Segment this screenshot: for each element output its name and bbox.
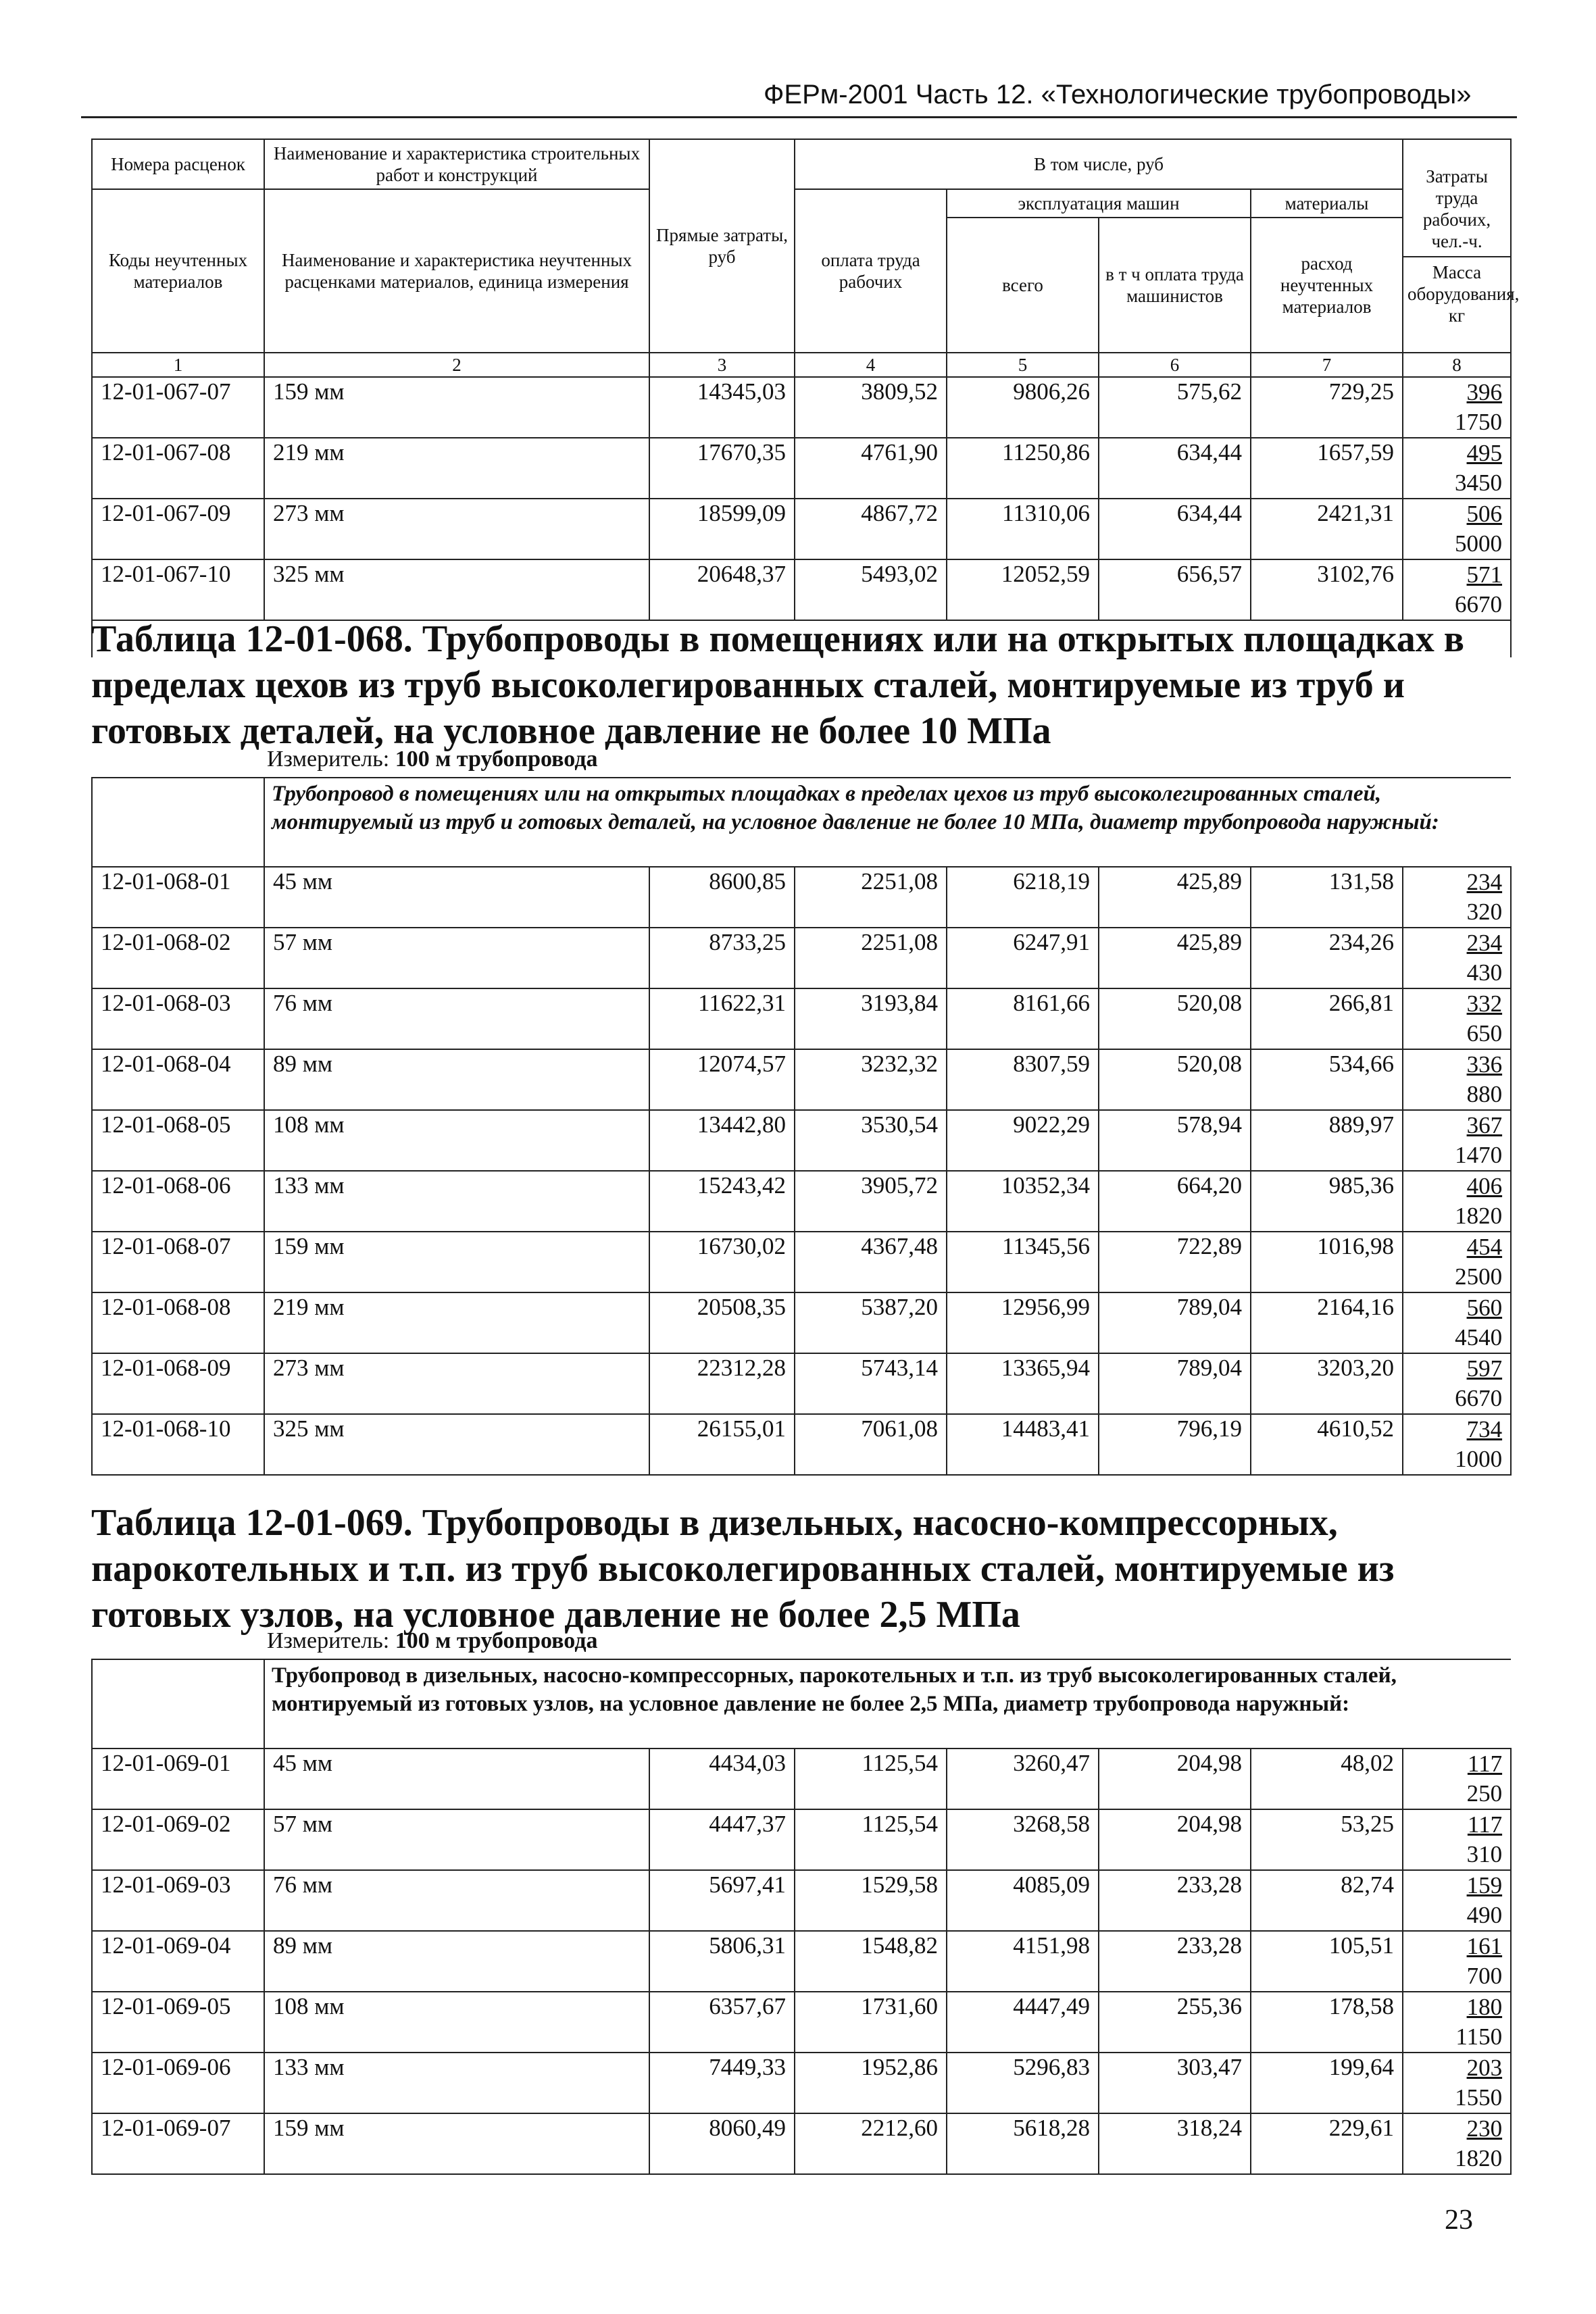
machine-cost: 13365,94 xyxy=(947,1353,1099,1414)
machinist-wages: 722,89 xyxy=(1099,1232,1251,1292)
table-row xyxy=(92,1353,1511,1414)
material-cost: 2164,16 xyxy=(1251,1292,1403,1353)
direct-cost: 5697,41 xyxy=(649,1870,795,1931)
rate-code: 12-01-069-02 xyxy=(92,1809,264,1870)
material-cost: 3102,76 xyxy=(1251,559,1403,620)
equipment-mass: 2500 xyxy=(1455,1263,1503,1290)
table-069-caption: Трубопровод в дизельных, насосно-компрессорных, парокотельных и т.п. из труб высоколегированных сталей, монтируемый из готовых узлов, на условное давление не более 2,5 МПа, диаметр трубопровода наружный: xyxy=(264,1659,1511,1749)
direct-cost: 8060,49 xyxy=(649,2113,795,2174)
col-header-material-use: расход неучтенных материалов xyxy=(1251,218,1403,353)
caption-spacer xyxy=(92,778,264,867)
machine-cost: 3260,47 xyxy=(947,1749,1099,1809)
table-row xyxy=(92,2053,1511,2113)
unit-value: 100 м трубопровода xyxy=(395,747,598,772)
labor-hours: 203 xyxy=(1466,2055,1503,2081)
machine-cost: 8307,59 xyxy=(947,1049,1099,1110)
table-row xyxy=(92,1232,1511,1292)
labor-mass-cell xyxy=(1403,1110,1511,1171)
material-cost: 48,02 xyxy=(1251,1749,1403,1809)
direct-cost: 4434,03 xyxy=(649,1749,795,1809)
table-row xyxy=(92,1049,1511,1110)
col-header-materials: материалы xyxy=(1251,189,1403,218)
page-number: 23 xyxy=(1445,2205,1473,2236)
rate-code: 12-01-067-09 xyxy=(92,499,264,559)
direct-cost: 14345,03 xyxy=(649,377,795,438)
work-name: 108 мм xyxy=(264,1110,649,1171)
rate-code: 12-01-069-07 xyxy=(92,2113,264,2174)
labor-hours: 234 xyxy=(1466,869,1503,895)
equipment-mass: 4540 xyxy=(1455,1324,1503,1351)
table-row xyxy=(92,1414,1511,1475)
direct-cost: 20508,35 xyxy=(649,1292,795,1353)
labor-mass-cell xyxy=(1403,499,1511,559)
direct-cost: 7449,33 xyxy=(649,2053,795,2113)
worker-wages: 3530,54 xyxy=(795,1110,947,1171)
machinist-wages: 233,28 xyxy=(1099,1870,1251,1931)
work-name: 89 мм xyxy=(264,1931,649,1992)
worker-wages: 2251,08 xyxy=(795,867,947,928)
table-row xyxy=(92,377,1511,438)
labor-hours: 454 xyxy=(1466,1234,1503,1260)
col-num: 4 xyxy=(795,353,947,377)
direct-cost: 12074,57 xyxy=(649,1049,795,1110)
worker-wages: 1731,60 xyxy=(795,1992,947,2053)
labor-mass-cell xyxy=(1403,377,1511,438)
labor-hours: 117 xyxy=(1467,1811,1503,1838)
rate-code: 12-01-068-06 xyxy=(92,1171,264,1232)
rate-code: 12-01-068-08 xyxy=(92,1292,264,1353)
labor-mass-cell xyxy=(1403,867,1511,928)
work-name: 133 мм xyxy=(264,1171,649,1232)
equipment-mass: 490 xyxy=(1466,1902,1503,1928)
work-name: 76 мм xyxy=(264,1870,649,1931)
machinist-wages: 425,89 xyxy=(1099,928,1251,988)
labor-mass-cell xyxy=(1403,1414,1511,1475)
equipment-mass: 650 xyxy=(1466,1020,1503,1047)
header-rule xyxy=(81,116,1517,118)
col-header-mass: Масса оборудования, кг xyxy=(1407,262,1520,326)
machinist-wages: 204,98 xyxy=(1099,1749,1251,1809)
table-068-title xyxy=(91,616,1510,754)
equipment-mass: 1820 xyxy=(1455,1203,1503,1229)
equipment-mass: 430 xyxy=(1466,959,1503,986)
table-row xyxy=(92,1992,1511,2053)
machinist-wages: 520,08 xyxy=(1099,988,1251,1049)
worker-wages: 1125,54 xyxy=(795,1749,947,1809)
worker-wages: 3193,84 xyxy=(795,988,947,1049)
table-068 xyxy=(91,777,1512,1476)
material-cost: 985,36 xyxy=(1251,1171,1403,1232)
worker-wages: 5743,14 xyxy=(795,1353,947,1414)
machine-cost: 8161,66 xyxy=(947,988,1099,1049)
labor-mass-cell xyxy=(1403,1232,1511,1292)
equipment-mass: 250 xyxy=(1466,1780,1503,1807)
work-name: 325 мм xyxy=(264,559,649,620)
rate-code: 12-01-068-01 xyxy=(92,867,264,928)
worker-wages: 1952,86 xyxy=(795,2053,947,2113)
labor-mass-cell xyxy=(1403,1292,1511,1353)
equipment-mass: 6670 xyxy=(1455,591,1503,618)
worker-wages: 5387,20 xyxy=(795,1292,947,1353)
table-069-number: Таблица 12-01-069. xyxy=(91,1502,413,1544)
rate-code: 12-01-069-01 xyxy=(92,1749,264,1809)
caption-spacer xyxy=(92,1659,264,1749)
labor-mass-cell xyxy=(1403,1870,1511,1931)
col-header-labor-mass xyxy=(1403,139,1520,353)
rate-code: 12-01-067-07 xyxy=(92,377,264,438)
direct-cost: 18599,09 xyxy=(649,499,795,559)
equipment-mass: 1150 xyxy=(1455,2023,1503,2050)
worker-wages: 7061,08 xyxy=(795,1414,947,1475)
labor-hours: 560 xyxy=(1466,1294,1503,1321)
machine-cost: 9022,29 xyxy=(947,1110,1099,1171)
table-row xyxy=(92,1870,1511,1931)
labor-hours: 597 xyxy=(1466,1355,1503,1382)
machine-cost: 11310,06 xyxy=(947,499,1099,559)
material-cost: 266,81 xyxy=(1251,988,1403,1049)
equipment-mass: 1000 xyxy=(1455,1446,1503,1472)
worker-wages: 3232,32 xyxy=(795,1049,947,1110)
machine-cost: 12956,99 xyxy=(947,1292,1099,1353)
worker-wages: 3809,52 xyxy=(795,377,947,438)
labor-mass-cell xyxy=(1403,1749,1511,1809)
rate-code: 12-01-068-02 xyxy=(92,928,264,988)
worker-wages: 5493,02 xyxy=(795,559,947,620)
machinist-wages: 634,44 xyxy=(1099,438,1251,499)
col-num: 3 xyxy=(649,353,795,377)
machinist-wages: 425,89 xyxy=(1099,867,1251,928)
col-num: 5 xyxy=(947,353,1099,377)
machine-cost: 4085,09 xyxy=(947,1870,1099,1931)
col-header-wages: оплата труда рабочих xyxy=(795,189,947,353)
rate-code: 12-01-069-03 xyxy=(92,1870,264,1931)
machinist-wages: 789,04 xyxy=(1099,1353,1251,1414)
table-068-unit xyxy=(267,747,598,772)
col-header-material-name: Наименование и характеристика неучтенных расценками материалов, единица измерения xyxy=(264,189,649,353)
worker-wages: 3905,72 xyxy=(795,1171,947,1232)
col-header-machines: эксплуатация машин xyxy=(947,189,1251,218)
col-header-including: В том числе, руб xyxy=(795,139,1403,189)
labor-hours: 495 xyxy=(1466,440,1503,466)
material-cost: 131,58 xyxy=(1251,867,1403,928)
table-row xyxy=(92,928,1511,988)
equipment-mass: 1820 xyxy=(1455,2145,1503,2171)
work-name: 159 мм xyxy=(264,1232,649,1292)
labor-hours: 506 xyxy=(1466,501,1503,527)
machinist-wages: 255,36 xyxy=(1099,1992,1251,2053)
table-row xyxy=(92,499,1511,559)
table-069-unit xyxy=(267,1628,598,1654)
labor-mass-cell xyxy=(1403,2113,1511,2174)
rate-code: 12-01-068-03 xyxy=(92,988,264,1049)
machinist-wages: 664,20 xyxy=(1099,1171,1251,1232)
material-cost: 178,58 xyxy=(1251,1992,1403,2053)
material-cost: 4610,52 xyxy=(1251,1414,1403,1475)
rate-code: 12-01-068-09 xyxy=(92,1353,264,1414)
rate-code: 12-01-067-10 xyxy=(92,559,264,620)
labor-hours: 367 xyxy=(1466,1112,1503,1138)
machinist-wages: 233,28 xyxy=(1099,1931,1251,1992)
col-header-direct: Прямые затраты, руб xyxy=(649,139,795,353)
unit-value: 100 м трубопровода xyxy=(395,1628,598,1653)
table-row xyxy=(92,559,1511,620)
labor-hours: 161 xyxy=(1466,1933,1503,1959)
machinist-wages: 578,94 xyxy=(1099,1110,1251,1171)
material-cost: 199,64 xyxy=(1251,2053,1403,2113)
labor-hours: 159 xyxy=(1466,1872,1503,1898)
worker-wages: 4867,72 xyxy=(795,499,947,559)
labor-mass-cell xyxy=(1403,1931,1511,1992)
worker-wages: 1529,58 xyxy=(795,1870,947,1931)
worker-wages: 2212,60 xyxy=(795,2113,947,2174)
material-cost: 534,66 xyxy=(1251,1049,1403,1110)
direct-cost: 13442,80 xyxy=(649,1110,795,1171)
rate-code: 12-01-067-08 xyxy=(92,438,264,499)
running-header: ФЕРм-2001 Часть 12. «Технологические трубопроводы» xyxy=(764,80,1472,109)
work-name: 159 мм xyxy=(264,377,649,438)
direct-cost: 22312,28 xyxy=(649,1353,795,1414)
labor-mass-cell xyxy=(1403,988,1511,1049)
table-row xyxy=(92,1292,1511,1353)
equipment-mass: 310 xyxy=(1466,1841,1503,1867)
equipment-mass: 1470 xyxy=(1455,1142,1503,1168)
labor-hours: 336 xyxy=(1466,1051,1503,1078)
direct-cost: 20648,37 xyxy=(649,559,795,620)
direct-cost: 5806,31 xyxy=(649,1931,795,1992)
machine-cost: 5618,28 xyxy=(947,2113,1099,2174)
work-name: 45 мм xyxy=(264,1749,649,1809)
machinist-wages: 318,24 xyxy=(1099,2113,1251,2174)
machinist-wages: 789,04 xyxy=(1099,1292,1251,1353)
work-name: 133 мм xyxy=(264,2053,649,2113)
col-num: 6 xyxy=(1099,353,1251,377)
rate-code: 12-01-068-04 xyxy=(92,1049,264,1110)
table-069-heading: Трубопроводы в дизельных, насосно-компрессорных, парокотельных и т.п. из труб высоколегированных сталей, монтируемые из готовых узлов, на условное давление не более 2,5 МПа xyxy=(91,1502,1395,1636)
labor-hours: 396 xyxy=(1466,379,1503,405)
table-row xyxy=(92,1809,1511,1870)
rate-code: 12-01-068-05 xyxy=(92,1110,264,1171)
col-header-work-name: Наименование и характеристика строительных работ и конструкций xyxy=(264,139,649,189)
table-069-title xyxy=(91,1500,1510,1638)
rate-code: 12-01-069-06 xyxy=(92,2053,264,2113)
labor-mass-cell xyxy=(1403,1353,1511,1414)
table-069 xyxy=(91,1659,1512,2175)
machinist-wages: 303,47 xyxy=(1099,2053,1251,2113)
material-cost: 3203,20 xyxy=(1251,1353,1403,1414)
labor-mass-cell xyxy=(1403,438,1511,499)
direct-cost: 15243,42 xyxy=(649,1171,795,1232)
equipment-mass: 1550 xyxy=(1455,2084,1503,2111)
work-name: 325 мм xyxy=(264,1414,649,1475)
direct-cost: 8600,85 xyxy=(649,867,795,928)
direct-cost: 16730,02 xyxy=(649,1232,795,1292)
machine-cost: 14483,41 xyxy=(947,1414,1099,1475)
labor-hours: 734 xyxy=(1466,1416,1503,1442)
material-cost: 105,51 xyxy=(1251,1931,1403,1992)
labor-hours: 117 xyxy=(1467,1751,1503,1777)
table-row xyxy=(92,1931,1511,1992)
direct-cost: 8733,25 xyxy=(649,928,795,988)
equipment-mass: 880 xyxy=(1466,1081,1503,1107)
labor-hours: 234 xyxy=(1466,930,1503,956)
machine-cost: 6247,91 xyxy=(947,928,1099,988)
direct-cost: 6357,67 xyxy=(649,1992,795,2053)
machine-cost: 11250,86 xyxy=(947,438,1099,499)
machine-cost: 6218,19 xyxy=(947,867,1099,928)
table-row xyxy=(92,438,1511,499)
labor-mass-cell xyxy=(1403,1809,1511,1870)
machinist-wages: 634,44 xyxy=(1099,499,1251,559)
worker-wages: 4761,90 xyxy=(795,438,947,499)
labor-hours: 332 xyxy=(1466,990,1503,1017)
table-068-heading: Трубопроводы в помещениях или на открытых площадках в пределах цехов из труб высоколегированных сталей, монтируемые из труб и готовых деталей, на условное давление не более 10 МПа xyxy=(91,618,1464,752)
direct-cost: 11622,31 xyxy=(649,988,795,1049)
machine-cost: 12052,59 xyxy=(947,559,1099,620)
machine-cost: 10352,34 xyxy=(947,1171,1099,1232)
work-name: 273 мм xyxy=(264,1353,649,1414)
work-name: 219 мм xyxy=(264,438,649,499)
labor-hours: 230 xyxy=(1466,2115,1503,2142)
table-row xyxy=(92,1171,1511,1232)
work-name: 57 мм xyxy=(264,928,649,988)
worker-wages: 4367,48 xyxy=(795,1232,947,1292)
labor-hours: 180 xyxy=(1466,1994,1503,2020)
labor-hours: 406 xyxy=(1466,1173,1503,1199)
labor-mass-cell xyxy=(1403,928,1511,988)
material-cost: 1016,98 xyxy=(1251,1232,1403,1292)
rate-code: 12-01-068-07 xyxy=(92,1232,264,1292)
unit-label: Измеритель: xyxy=(267,747,390,772)
equipment-mass: 5000 xyxy=(1455,530,1503,557)
work-name: 57 мм xyxy=(264,1809,649,1870)
rate-code: 12-01-068-10 xyxy=(92,1414,264,1475)
direct-cost: 4447,37 xyxy=(649,1809,795,1870)
equipment-mass: 3450 xyxy=(1455,470,1503,496)
labor-mass-cell xyxy=(1403,559,1511,620)
col-header-rate-numbers: Номера расценок xyxy=(92,139,264,189)
col-header-labor: Затраты труда рабочих, чел.-ч. xyxy=(1403,161,1510,257)
machinist-wages: 656,57 xyxy=(1099,559,1251,620)
material-cost: 234,26 xyxy=(1251,928,1403,988)
machine-cost: 11345,56 xyxy=(947,1232,1099,1292)
table-067 xyxy=(91,139,1520,657)
material-cost: 889,97 xyxy=(1251,1110,1403,1171)
work-name: 159 мм xyxy=(264,2113,649,2174)
equipment-mass: 700 xyxy=(1466,1963,1503,1989)
machine-cost: 4447,49 xyxy=(947,1992,1099,2053)
labor-mass-cell xyxy=(1403,1992,1511,2053)
equipment-mass: 1750 xyxy=(1455,409,1503,435)
machine-cost: 4151,98 xyxy=(947,1931,1099,1992)
col-num: 2 xyxy=(264,353,649,377)
labor-mass-cell xyxy=(1403,2053,1511,2113)
col-header-mach-total: всего xyxy=(947,218,1099,353)
table-row xyxy=(92,1110,1511,1171)
table-row xyxy=(92,2113,1511,2174)
material-cost: 1657,59 xyxy=(1251,438,1403,499)
machine-cost: 5296,83 xyxy=(947,2053,1099,2113)
col-header-mach-wages: в т ч оплата труда машинистов xyxy=(1099,218,1251,353)
worker-wages: 1125,54 xyxy=(795,1809,947,1870)
table-068-number: Таблица 12-01-068. xyxy=(91,618,413,660)
work-name: 89 мм xyxy=(264,1049,649,1110)
col-num: 1 xyxy=(92,353,264,377)
table-row xyxy=(92,988,1511,1049)
machinist-wages: 796,19 xyxy=(1099,1414,1251,1475)
material-cost: 2421,31 xyxy=(1251,499,1403,559)
machinist-wages: 575,62 xyxy=(1099,377,1251,438)
unit-label: Измеритель: xyxy=(267,1628,390,1653)
worker-wages: 2251,08 xyxy=(795,928,947,988)
work-name: 45 мм xyxy=(264,867,649,928)
rate-code: 12-01-069-05 xyxy=(92,1992,264,2053)
equipment-mass: 6670 xyxy=(1455,1385,1503,1411)
table-row xyxy=(92,867,1511,928)
table-row xyxy=(92,1749,1511,1809)
labor-mass-cell xyxy=(1403,1171,1511,1232)
direct-cost: 26155,01 xyxy=(649,1414,795,1475)
material-cost: 82,74 xyxy=(1251,1870,1403,1931)
work-name: 108 мм xyxy=(264,1992,649,2053)
machine-cost: 9806,26 xyxy=(947,377,1099,438)
direct-cost: 17670,35 xyxy=(649,438,795,499)
work-name: 219 мм xyxy=(264,1292,649,1353)
material-cost: 729,25 xyxy=(1251,377,1403,438)
machinist-wages: 204,98 xyxy=(1099,1809,1251,1870)
work-name: 76 мм xyxy=(264,988,649,1049)
col-header-material-codes: Коды неучтенных материалов xyxy=(92,189,264,353)
material-cost: 53,25 xyxy=(1251,1809,1403,1870)
labor-hours: 571 xyxy=(1466,561,1503,588)
col-num: 7 xyxy=(1251,353,1403,377)
labor-mass-cell xyxy=(1403,1049,1511,1110)
machine-cost: 3268,58 xyxy=(947,1809,1099,1870)
work-name: 273 мм xyxy=(264,499,649,559)
machinist-wages: 520,08 xyxy=(1099,1049,1251,1110)
rate-code: 12-01-069-04 xyxy=(92,1931,264,1992)
col-num: 8 xyxy=(1403,353,1511,377)
worker-wages: 1548,82 xyxy=(795,1931,947,1992)
material-cost: 229,61 xyxy=(1251,2113,1403,2174)
equipment-mass: 320 xyxy=(1466,899,1503,925)
table-068-caption: Трубопровод в помещениях или на открытых площадках в пределах цехов из труб высоколегированных сталей, монтируемый из труб и готовых деталей, на условное давление не более 10 МПа, диаметр трубопровода наружный: xyxy=(264,778,1511,867)
